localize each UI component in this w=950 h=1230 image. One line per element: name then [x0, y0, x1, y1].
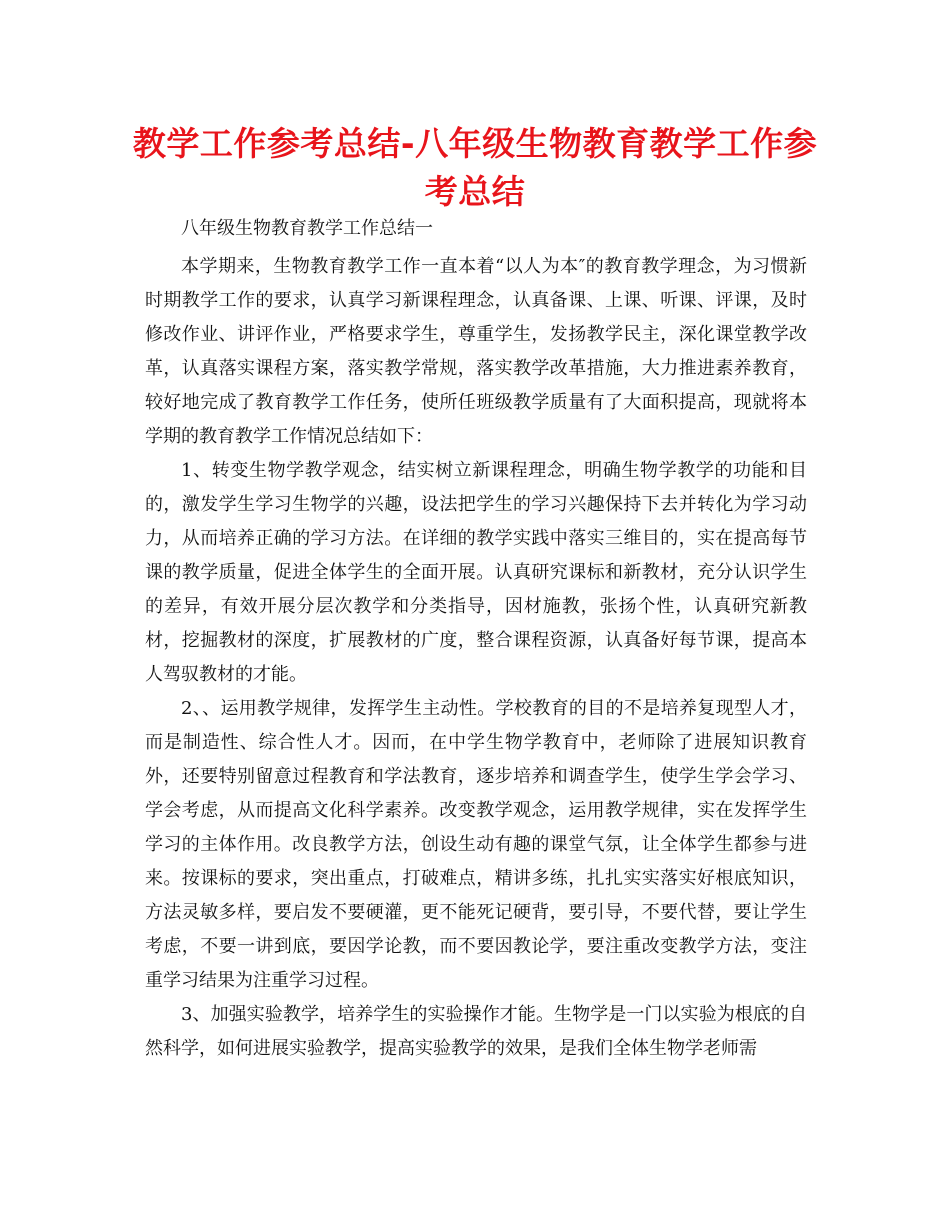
paragraph-2: 2、、运用教学规律，发挥学生主动性。学校教育的目的不是培养复现型人才，而是制造性、综合性人才。因而，在中学生物学教育中，老师除了进展知识教育外，还要特别留意过程教育和学法教育，逐步培养和调查学生，使学生学会学习、学会考虑，从而提高文化科学素养。改变教学观念，运用教学规律，实在发挥学生学习的主体作用。改良教学方法，创设生动有趣的课堂气氛，让全体学生都参与进来。按课标的要求，突出重点，打破难点，精讲多练，扎扎实实落实好根底知识，方法灵敏多样，要启发不要硬灌，更不能死记硬背，要引导，不要代替，要让学生考虑，不要一讲到底，要因学论教，而不要因教论学，要注重改变教学方法，变注重学习结果为注重学习过程。	[145, 698, 807, 991]
document-title: 教学工作参考总结-八年级生物教育教学工作参考总结	[132, 124, 818, 211]
paragraph-3: 3、加强实验教学，培养学生的实验操作才能。生物学是一门以实验为根底的自然科学，如何进展实验教学，提高实验教学的效果，是我们全体生物学老师需	[145, 1004, 807, 1059]
paragraph-1: 1、转变生物学教学观念，结实树立新课程理念，明确生物学教学的功能和目的，激发学生学习生物学的兴趣，设法把学生的学习兴趣保持下去并转化为学习动力，从而培养正确的学习方法。在详细的教学实践中落实三维目的，实在提高每节课的教学质量，促进全体学生的全面开展。认真研究课标和新教材，充分认识学生的差异，有效开展分层次教学和分类指导，因材施教，张扬个性，认真研究新教材，挖掘教材的深度，扩展教材的广度，整合课程资源，认真备好每节课，提高本人驾驭教材的才能。	[145, 460, 807, 685]
document-body	[145, 212, 807, 1066]
paragraph-intro: 本学期来，生物教育教学工作一直本着“以人为本″的教育教学理念，为习惯新时期教学工作的要求，认真学习新课程理念，认真备课、上课、听课、评课，及时修改作业、讲评作业，严格要求学生，尊重学生，发扬教学民主，深化课堂教学改革，认真落实课程方案，落实教学常规，落实教学改革措施，大力推进素养教育，较好地完成了教育教学工作任务，使所任班级教学质量有了大面积提高，现就将本学期的教育教学工作情况总结如下：	[145, 256, 807, 447]
section-subtitle: 八年级生物教育教学工作总结一	[181, 218, 433, 239]
